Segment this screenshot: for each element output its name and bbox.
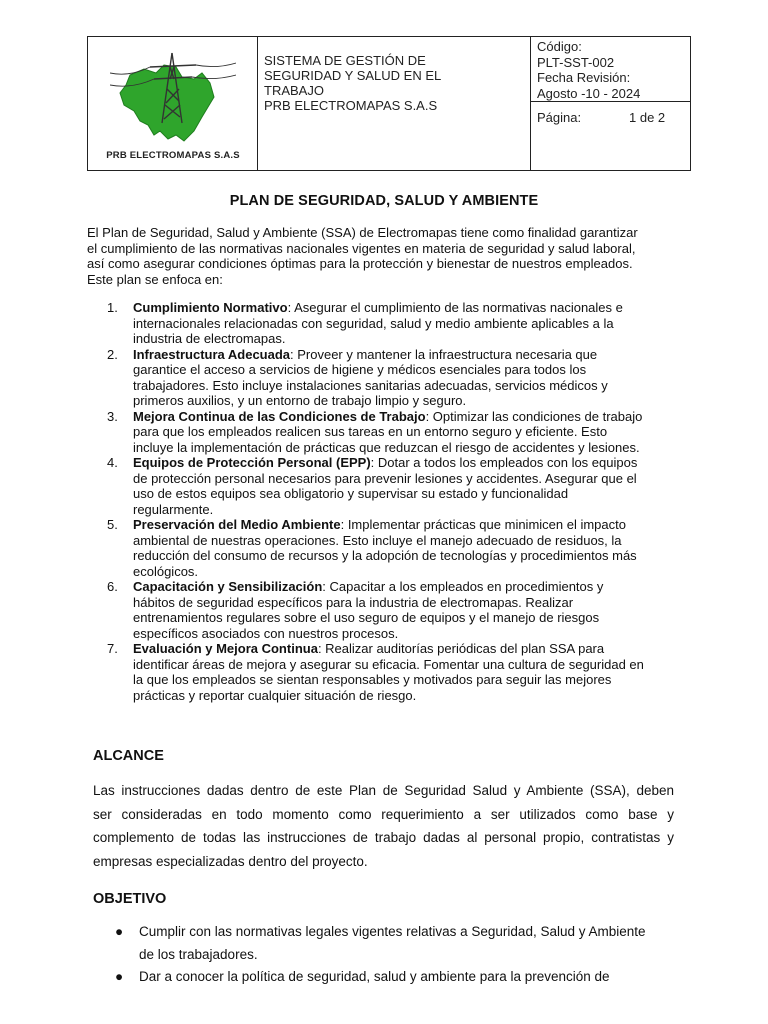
list-item-first-line	[133, 409, 697, 425]
list-item	[107, 409, 697, 456]
list-item-first-line	[133, 455, 697, 471]
management-system-title	[258, 37, 531, 170]
list-number: 1.	[107, 300, 118, 315]
alcance-paragraph	[93, 779, 674, 873]
alcance-line: complemento de todas las instrucciones de trabajo dadas al personal propio, contratistas y	[93, 830, 674, 845]
list-item-line: internacionales relacionadas con seguridad, salud y medio ambiente aplicables a la	[133, 315, 614, 331]
list-item-text: : Implementar prácticas que minimicen el impacto	[340, 517, 626, 532]
page-number	[531, 102, 690, 125]
list-item-text: : Capacitar a los empleados en procedimientos y	[322, 579, 604, 594]
intro-line: el cumplimiento de las normativas nacionales vigentes en materia de seguridad y salud laboral,	[87, 240, 636, 256]
list-item-text: : Proveer y mantener la infraestructura necesaria que	[290, 346, 598, 362]
list-item-line: de protección personal necesarios para prevenir lesiones y accidentes. Asegurar que el	[133, 470, 637, 486]
list-item-heading: Evaluación y Mejora Continua	[133, 641, 318, 656]
revision-value: Agosto -10 - 2024	[537, 85, 641, 101]
bullet-icon: ●	[115, 969, 124, 984]
list-item-first-line	[133, 579, 697, 595]
page-value: 1 de 2	[629, 110, 666, 125]
list-item-first-line	[133, 517, 697, 533]
list-item-line: reducción del consumo de recursos y la adopción de tecnologías y procedimientos más	[133, 548, 637, 563]
list-item-heading: Capacitación y Sensibilización	[133, 579, 323, 594]
list-item-heading: Infraestructura Adecuada	[133, 346, 291, 362]
list-item-text: : Asegurar el cumplimiento de las normativas nacionales e	[287, 300, 623, 315]
intro-line: Este plan se enfoca en:	[87, 271, 223, 287]
list-item	[107, 517, 697, 579]
list-number: 5.	[107, 517, 118, 532]
list-item-line: regularmente.	[133, 501, 214, 517]
logo-cell	[88, 37, 258, 170]
company-logo-icon	[110, 43, 236, 147]
list-number: 7.	[107, 641, 118, 656]
list-number: 6.	[107, 579, 118, 594]
list-number: 2.	[107, 346, 118, 362]
list-item-line: específicos asociados con nuestros procesos.	[133, 625, 399, 641]
list-item-first-line	[133, 300, 697, 316]
list-item-text: : Dotar a todos los empleados con los equipos	[370, 455, 638, 470]
list-item-heading: Mejora Continua de las Condiciones de Trabajo	[133, 408, 426, 424]
bullet-icon: ●	[115, 924, 124, 939]
intro-line: El Plan de Seguridad, Salud y Ambiente (SSA) de Electromapas tiene como finalidad garantizar	[87, 225, 638, 240]
system-title-line: SEGURIDAD Y SALUD EN EL	[264, 68, 442, 83]
list-item	[93, 966, 683, 989]
alcance-line: Las instrucciones dadas dentro de este Plan de Seguridad Salud y Ambiente (SSA), deben	[93, 783, 674, 798]
list-item-line: trabajadores. Esto incluye instalaciones sanitarias adecuadas, servicios médicos y	[133, 377, 608, 393]
list-item	[107, 300, 697, 347]
list-item-text: : Optimizar las condiciones de trabajo	[425, 408, 643, 424]
list-item-line: la que los empleados se sientan responsables y motivados para seguir las mejores	[133, 672, 612, 687]
system-title-line: TRABAJO	[264, 83, 324, 98]
list-item-line: hábitos de seguridad específicos para la industria de electromapas. Realizar	[133, 594, 574, 610]
list-item-line: entrenamientos regulares sobre el uso seguro de equipos y el manejo de riesgos	[133, 610, 600, 625]
list-item-line: garantice el acceso a servicios de higiene y médicos esenciales para todos los	[133, 362, 587, 377]
intro-paragraph	[87, 225, 697, 287]
system-title-line: PRB ELECTROMAPAS S.A.S	[264, 98, 438, 113]
objetivo-line: de los trabajadores.	[139, 946, 258, 962]
intro-line: así como asegurar condiciones óptimas para la protección y bienestar de nuestros empleados.	[87, 256, 633, 271]
document-header-table	[87, 36, 691, 171]
list-item-line: prácticas y reportar cualquier situación de riesgo.	[133, 687, 417, 703]
list-item-line: identificar áreas de mejora y asegurar su eficacia. Fomentar una cultura de seguridad en	[133, 656, 644, 672]
objetivo-heading: OBJETIVO	[93, 891, 167, 907]
list-item-line: para que los empleados realicen sus tareas en un entorno seguro y eficiente. Esto	[133, 424, 608, 439]
code-label: Código:	[537, 39, 582, 54]
list-item	[107, 579, 697, 641]
list-item-text: : Realizar auditorías periódicas del plan SSA para	[317, 641, 605, 656]
list-item	[107, 641, 697, 703]
objetivo-line: Cumplir con las normativas legales vigentes relativas a Seguridad, Salud y Ambiente	[139, 924, 646, 939]
list-item-line: ecológicos.	[133, 563, 199, 579]
objetivo-list	[93, 921, 683, 989]
system-title-line: SISTEMA DE GESTIÓN DE	[264, 53, 426, 68]
alcance-line: empresas especializadas dentro del proyecto.	[93, 853, 368, 869]
list-item-first-line	[133, 641, 697, 657]
list-item-line: uso de estos equipos sea obligatorio y supervisar su estado y funcionalidad	[133, 486, 569, 501]
alcance-line: ser consideradas en todo momento como requerimiento a ser utilizados como base y	[93, 806, 674, 822]
list-item-first-line	[133, 347, 697, 363]
logo-caption: PRB ELECTROMAPAS S.A.S	[106, 150, 240, 161]
list-item-heading: Preservación del Medio Ambiente	[133, 517, 341, 532]
code-value: PLT-SST-002	[537, 54, 615, 70]
list-item-line: primeros auxilios, y un entorno de trabajo limpio y seguro.	[133, 393, 467, 408]
alcance-heading: ALCANCE	[93, 748, 164, 764]
document-title: PLAN DE SEGURIDAD, SALUD Y AMBIENTE	[229, 193, 539, 209]
list-number: 3.	[107, 408, 118, 424]
list-item	[107, 347, 697, 409]
list-item-line: industria de electromapas.	[133, 331, 286, 346]
list-item	[93, 921, 683, 966]
list-item-heading: Equipos de Protección Personal (EPP)	[133, 455, 371, 470]
plan-focus-list	[107, 300, 697, 703]
page-label: Página:	[537, 110, 582, 125]
document-code-and-revision	[531, 37, 690, 102]
document-meta-cell	[531, 37, 690, 170]
revision-label: Fecha Revisión:	[537, 70, 631, 85]
list-number: 4.	[107, 455, 118, 470]
list-item-heading: Cumplimiento Normativo	[133, 300, 288, 315]
objetivo-line: Dar a conocer la política de seguridad, salud y ambiente para la prevención de	[139, 969, 610, 984]
list-item-line: incluye la implementación de prácticas que reduzcan el riesgo de accidentes y lesiones.	[133, 439, 640, 455]
list-item-line: ambiental de nuestras operaciones. Esto incluye el manejo adecuado de residuos, la	[133, 532, 622, 548]
list-item	[107, 455, 697, 517]
